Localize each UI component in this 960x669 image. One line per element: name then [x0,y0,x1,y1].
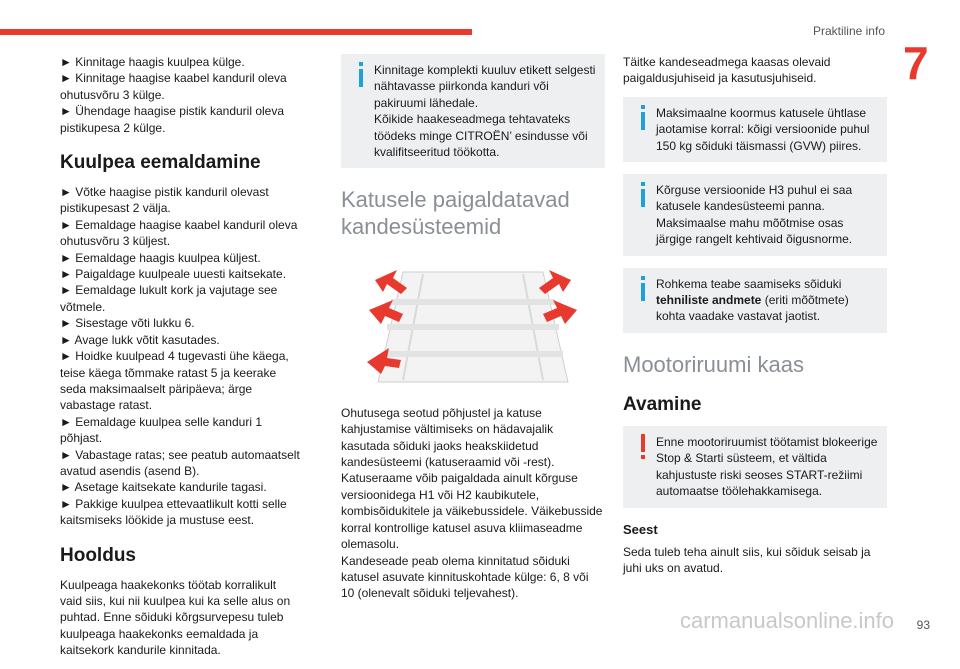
intro-text: Täitke kandeseadmega kaasas olevaid paigaldusjuhiseid ja kasutusjuhiseid. [623,55,831,86]
info-box [623,174,887,256]
info-text-pre: Rohkema teabe saamiseks sõiduki [656,276,842,291]
info-box [623,97,887,162]
watermark: carmanualsonline.info [680,608,895,633]
info-text-bold: tehniliste andmete [656,293,762,308]
info-box [341,54,605,168]
roof-carrier-heading: Katusele paigaldatavad kandesüsteemid [341,187,570,240]
removal-steps [60,184,300,529]
column-right [623,54,887,587]
column-left [60,54,300,669]
removal-heading: Kuulpea eemaldamine [60,152,261,174]
step-line: ► Kinnitage haagise kaabel kanduril oleva ohutusvõru 3 külge. [60,71,287,102]
info-text-post: (eriti mõõtmete) kohta vaadake vastavat jaotist. [656,293,849,324]
info-box-text [631,276,879,325]
step-line: ► Vabastage ratas; see peatub automaatselt avatud asendis (asend B). [60,447,300,478]
step-line: ► Pakkige kuulpea ettevaatlikult kotti selle kaitsmiseks löökide ja mustuse eest. [60,496,287,528]
intro-steps [60,54,300,136]
step-line: ► Asetage kaitsekate kandurile tagasi. [60,480,267,495]
info-box [623,268,887,333]
column-middle [341,54,605,612]
inside-heading: Seest [623,521,658,537]
maintenance-heading: Hooldus [60,544,136,566]
roof-carrier-text: Ohutusega seotud põhjustel ja katuse kahjustamise vältimiseks on hädavajalik kasutada sõiduki jaoks heakskiidetud kandesüsteemi (katuseraamid või -rest). Katuseraame võib paigaldada ainult kõrguse versioonidega H1 või H2 kaubikutele, kombisõidukitele ja väikebussidele. Väikebusside korral kontrollige katusel asuva kliimaseadme olemasolu. Kandeseade peab olema kinnitatud sõiduki katusel asuvate kinnituskohtade külge: 6, 8 või 10 (olenevalt sõiduki teljevahest). [341,405,603,601]
header-red-bar [0,29,472,35]
step-line: ► Kinnitage haagis kuulpea külge. [60,55,245,69]
step-line: ► Avage lukk võtit kasutades. [60,332,220,347]
step-line: ► Eemaldage lukult kork ja vajutage see võtmele. [60,283,278,314]
step-line: ► Eemaldage haagise kaabel kanduril oleva ohutusvõru 3 küljest. [60,217,298,249]
chapter-number: 7 [903,37,929,89]
info-icon [353,62,369,92]
info-icon [635,182,651,212]
maintenance-text: Kuulpeaga haakekonks töötab korralikult vaid siis, kui nii kuulpea kui ka selle alus on puhtad. Enne sõiduki kõrgsurvepesu tuleb kuulpeaga haakekonks eemaldada ja kaitsekork kandurile kinnitada. [60,577,291,658]
step-line: ► Eemaldage kuulpea selle kanduri 1 põhjast. [60,414,263,446]
warning-icon [635,434,651,464]
roof-illustration [363,262,583,392]
opening-heading: Avamine [623,393,702,415]
page-number: 93 [916,618,930,632]
step-line: ► Eemaldage haagis kuulpea küljest. [60,250,261,265]
step-line: ► Võtke haagise pistik kanduril olevast pistikupesast 2 välja. [60,185,269,216]
info-box-text: Kinnitage komplekti kuuluv etikett selgesti nähtavasse piirkonda kanduri või pakiruumi lähedale. Kõikide haakeseadmega tehtavateks töödeks minge CITROËN’ esindusse või kvalifitseeritud töökotta. [374,63,596,160]
info-box-text: Kõrguse versioonide H3 puhul ei saa katusele kandesüsteemi panna. Maksimaalse mahu mõõtmise osas järgige rangelt kehtivaid õigusnorme. [656,183,853,247]
step-line: ► Ühendage haagise pistik kanduril oleva pistikupesa 2 külge. [60,104,285,135]
bonnet-heading: Mootoriruumi kaas [623,351,804,377]
info-icon [635,105,651,135]
warning-box [623,426,887,508]
section-title: Praktiline info [812,24,885,38]
warning-text: Enne mootoriruumist töötamist blokeerige Stop & Starti süsteem, et vältida kahjustuste riski seoses START-režiimi automaatse töölehakkamisega. [656,434,878,499]
info-icon [635,276,651,306]
info-box-text: Maksimaalne koormus katusele ühtlase jaotamise korral: kõigi versioonide puhul 150 kg sõiduki täismassi (GVW) piires. [656,105,870,153]
step-line: ► Sisestage võti lukku 6. [60,316,195,331]
inside-text: Seda tuleb teha ainult siis, kui sõiduk seisab ja juhi uks on avatud. [623,544,871,576]
step-line: ► Hoidke kuulpead 4 tugevasti ühe käega, teise käega tõmmake ratast 5 ja keerake seda maksimaalselt päripäeva; ärge vabastage ratast. [60,349,289,413]
step-line: ► Paigaldage kuulpeale uuesti kaitsekate. [60,267,287,282]
